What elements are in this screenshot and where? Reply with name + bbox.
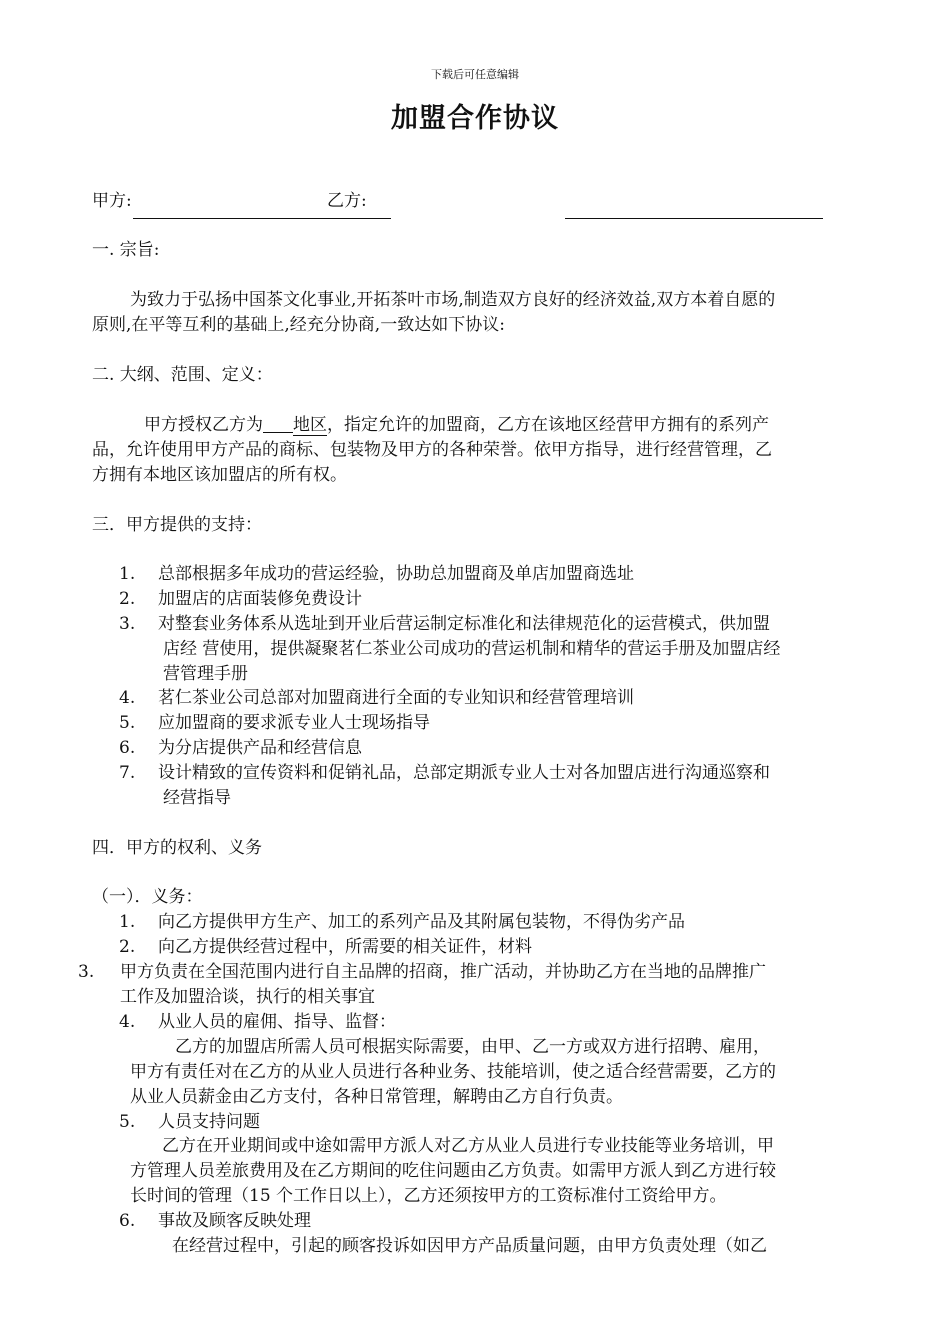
list-item: 总部根据多年成功的营运经验，协助总加盟商及单店加盟商选址 bbox=[158, 564, 634, 584]
paragraph-line: 甲方有责任对在乙方的从业人员进行各种业务、技能培训，使之适合经营需要，乙方的 bbox=[130, 1062, 776, 1082]
section-2-heading: 二. 大纲、范围、定义： bbox=[92, 365, 273, 385]
list-item-number: 4. bbox=[119, 688, 136, 708]
list-item-number: 7. bbox=[119, 763, 136, 783]
list-item: 工作及加盟洽谈，执行的相关事宜 bbox=[120, 987, 375, 1007]
paragraph-line: 长时间的管理（15 个工作日以上），乙方还须按甲方的工资标准付工资给甲方。 bbox=[130, 1186, 727, 1206]
list-item-title: 人员支持问题 bbox=[158, 1112, 260, 1132]
list-item: 加盟店的店面装修免费设计 bbox=[158, 589, 362, 609]
party-b-label: 乙方: bbox=[327, 191, 367, 211]
paragraph-line: 在经营过程中，引起的顾客投诉如因甲方产品质量问题，由甲方负责处理（如乙 bbox=[172, 1236, 767, 1256]
party-a-label: 甲方: bbox=[92, 191, 132, 211]
list-item-number: 2. bbox=[119, 589, 136, 609]
paragraph-line: 乙方的加盟店所需人员可根据实际需要，由甲、乙一方或双方进行招聘、雇用， bbox=[175, 1037, 770, 1057]
list-item: 向乙方提供经营过程中，所需要的相关证件，材料 bbox=[158, 937, 532, 957]
section-4-heading: 四．甲方的权利、义务 bbox=[92, 838, 262, 858]
list-item-number: 1. bbox=[119, 912, 136, 932]
list-item: 经营指导 bbox=[163, 788, 231, 808]
section-1-paragraph: 原则,在平等互利的基础上,经充分协商,一致达如下协议: bbox=[92, 315, 505, 335]
list-item-title: 从业人员的雇佣、指导、监督： bbox=[158, 1012, 396, 1032]
list-item: 茗仁茶业公司总部对加盟商进行全面的专业知识和经营管理培训 bbox=[158, 688, 634, 708]
list-item: 甲方负责在全国范围内进行自主品牌的招商，推广活动，并协助乙方在当地的品牌推广 bbox=[120, 962, 766, 982]
list-item: 对整套业务体系从选址到开业后营运制定标准化和法律规范化的运营模式，供加盟 bbox=[158, 614, 770, 634]
paragraph-line: 乙方在开业期间或中途如需甲方派人对乙方从业人员进行专业技能等业务培训，甲 bbox=[162, 1136, 774, 1156]
list-item-number: 2. bbox=[119, 937, 136, 957]
section-2-paragraph: 方拥有本地区该加盟店的所有权。 bbox=[92, 465, 347, 485]
list-item-number: 3. bbox=[78, 962, 95, 982]
list-item: 向乙方提供甲方生产、加工的系列产品及其附属包装物，不得伪劣产品 bbox=[158, 912, 685, 932]
list-item: 为分店提供产品和经营信息 bbox=[158, 738, 362, 758]
list-item: 设计精致的宣传资料和促销礼品，总部定期派专业人士对各加盟店进行沟通巡察和 bbox=[158, 763, 770, 783]
list-item: 营管理手册 bbox=[163, 664, 248, 684]
list-item-number: 5. bbox=[119, 713, 136, 733]
section-1-heading: 一. 宗旨: bbox=[92, 240, 160, 260]
list-item-number: 6. bbox=[119, 1211, 136, 1231]
section-2-paragraph: 品，允许使用甲方产品的商标、包装物及甲方的各种荣誉。依甲方指导，进行经营管理，乙 bbox=[92, 440, 772, 460]
section-3-heading: 三．甲方提供的支持： bbox=[92, 515, 262, 535]
list-item: 店经 营使用，提供凝聚茗仁茶业公司成功的营运机制和精华的营运手册及加盟店经 bbox=[163, 639, 781, 659]
section-2-paragraph: 甲方授权乙方为 地区，指定允许的加盟商，乙方在该地区经营甲方拥有的系列产 bbox=[144, 415, 769, 435]
party-b-blank bbox=[565, 218, 823, 219]
list-item-title: 事故及顾客反映处理 bbox=[158, 1211, 311, 1231]
paragraph-line: 方管理人员差旅费用及在乙方期间的吃住问题由乙方负责。如需甲方派人到乙方进行较 bbox=[130, 1161, 776, 1181]
list-item: 应加盟商的要求派专业人士现场指导 bbox=[158, 713, 430, 733]
party-a-blank bbox=[133, 218, 391, 219]
document-title: 加盟合作协议 bbox=[391, 103, 559, 134]
paragraph-line: 从业人员薪金由乙方支付，各种日常管理，解聘由乙方自行负责。 bbox=[130, 1087, 623, 1107]
region-blank: 地区 bbox=[293, 415, 327, 435]
section-1-paragraph: 为致力于弘扬中国茶文化事业,开拓茶叶市场,制造双方良好的经济效益,双方本着自愿的 bbox=[130, 290, 776, 310]
list-item-number: 4. bbox=[119, 1012, 136, 1032]
header-note: 下载后可任意编辑 bbox=[431, 68, 519, 81]
list-item-number: 3. bbox=[119, 614, 136, 634]
subsection-heading: （一）．义务： bbox=[92, 887, 203, 907]
list-item-number: 5. bbox=[119, 1112, 136, 1132]
list-item-number: 1. bbox=[119, 564, 136, 584]
list-item-number: 6. bbox=[119, 738, 136, 758]
